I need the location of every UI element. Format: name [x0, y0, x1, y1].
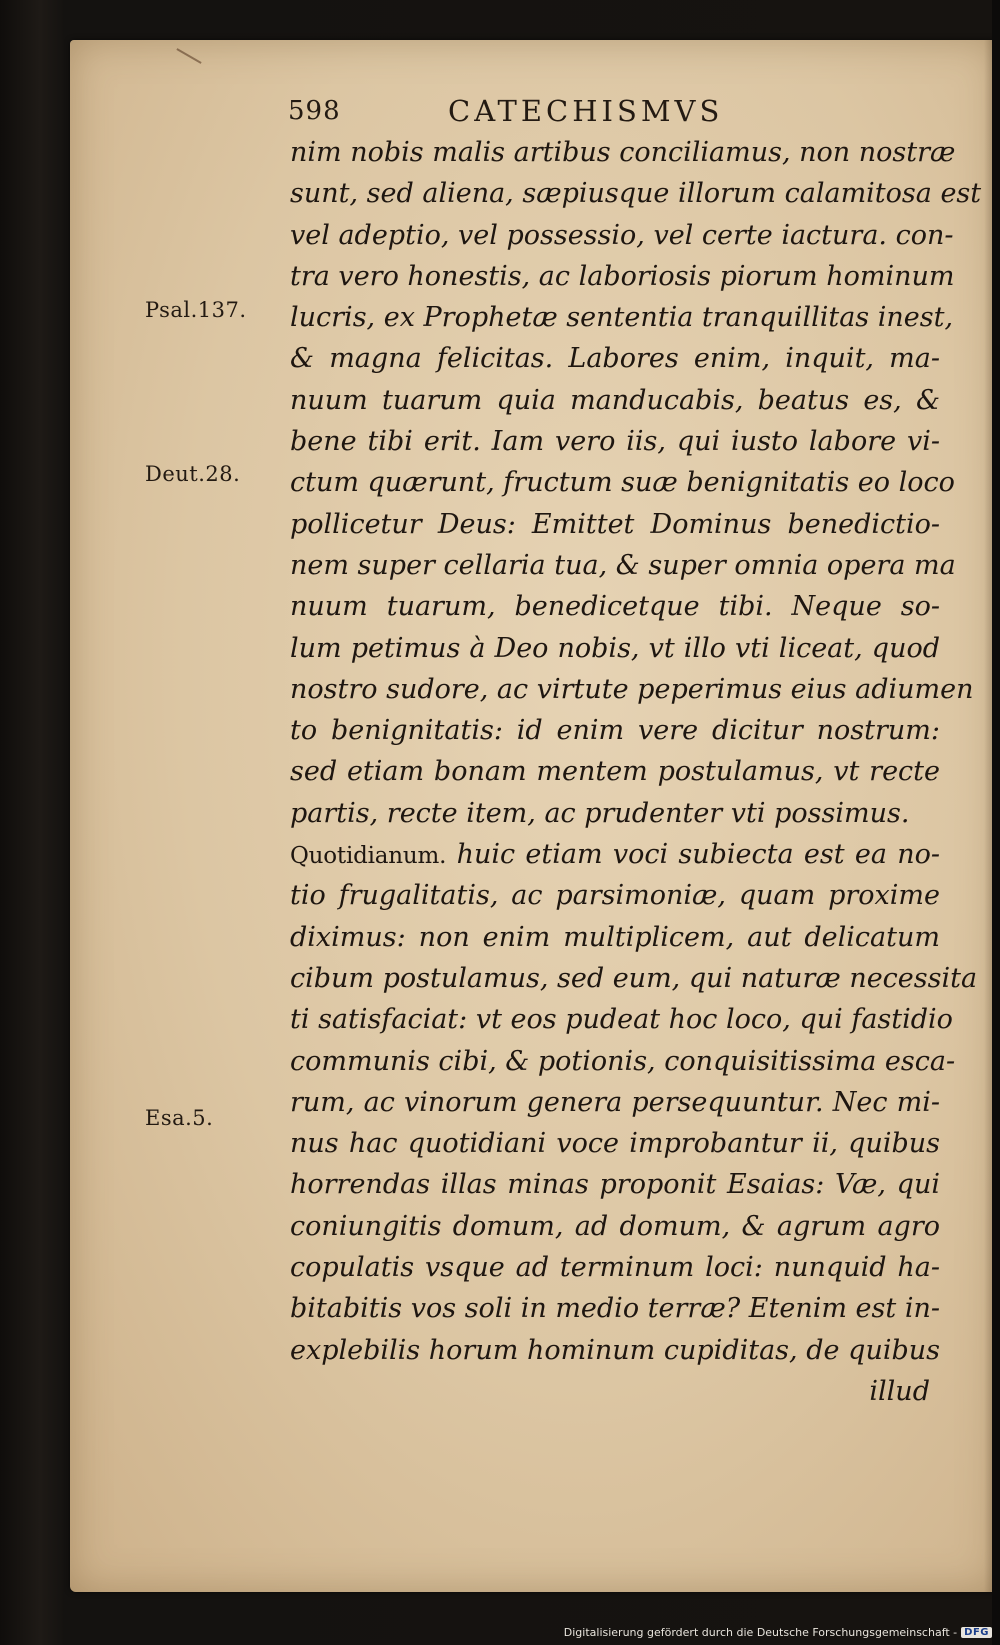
- text-line: copulatis vsque ad terminum loci: nunquid ha-: [290, 1252, 940, 1284]
- text-line: communis cibi, & potionis, conquisitissima esca-: [290, 1045, 956, 1077]
- page-header: [288, 94, 928, 134]
- text-line: nuum tuarum quia manducabis, beatus es, &: [290, 384, 940, 416]
- margin-note-isaiah: Esa.5.: [145, 1106, 214, 1130]
- margin-note-deuteronomy: Deut.28.: [145, 462, 241, 486]
- text-fragment: huic etiam voci subiecta est ea no-: [456, 839, 940, 871]
- text-line: sed etiam bonam mentem postulamus, vt recte: [290, 756, 940, 788]
- credit-text: Digitalisierung gefördert durch die Deutsche Forschungsgemeinschaft -: [563, 1626, 958, 1639]
- text-line: nus hac quotidiani voce improbantur ii, quibus: [290, 1128, 940, 1160]
- dfg-logo: DFG: [961, 1627, 992, 1638]
- text-line: ti satisfaciat: vt eos pudeat hoc loco, qui fastidio: [290, 1004, 953, 1036]
- text-line: to benignitatis: id enim vere dicitur nostrum:: [290, 715, 940, 747]
- text-line: nostro sudore, ac virtute peperimus eius adiumen: [290, 673, 974, 705]
- text-line: vel adeptio, vel possessio, vel certe iactura. con-: [290, 219, 954, 251]
- text-line: nem super cellaria tua, & super omnia opera ma: [290, 549, 956, 581]
- running-title: CATECHISMVS: [448, 94, 724, 128]
- text-line: partis, recte item, ac prudenter vti possimus.: [290, 797, 910, 829]
- scan-border: [992, 0, 1000, 1645]
- body-text: [290, 132, 982, 1412]
- page-number: 598: [288, 96, 341, 126]
- text-line: coniungitis domum, ad domum, & agrum agro: [290, 1210, 940, 1242]
- text-line: tio frugalitatis, ac parsimoniæ, quam proxime: [290, 880, 940, 912]
- text-line: explebilis horum hominum cupiditas, de quibus: [290, 1334, 940, 1366]
- text-line: pollicetur Deus: Emittet Dominus benedictio-: [290, 508, 940, 540]
- digitization-credit: [564, 1626, 992, 1639]
- text-line: bitabitis vos soli in medio terræ? Etenim est in-: [290, 1293, 940, 1325]
- text-line: diximus: non enim multiplicem, aut delicatum: [290, 921, 940, 953]
- text-line: lucris, ex Prophetæ sententia tranquillitas inest,: [290, 302, 954, 334]
- text-line: nuum tuarum, benedicetque tibi. Neque so-: [290, 591, 940, 623]
- text-line-quotidianum: [290, 834, 940, 875]
- text-line: cibum postulamus, sed eum, qui naturæ necessita: [290, 962, 978, 994]
- text-line: & magna felicitas. Labores enim, inquit, ma-: [290, 343, 940, 375]
- margin-note-psalm: Psal.137.: [145, 298, 247, 322]
- text-line: horrendas illas minas proponit Esaias: Væ, qui: [290, 1169, 940, 1201]
- text-line: bene tibi erit. Iam vero iis, qui iusto labore vi-: [290, 426, 940, 458]
- text-line: lum petimus à Deo nobis, vt illo vti liceat, quod: [290, 632, 940, 664]
- text-line: ctum quærunt, fructum suæ benignitatis eo loco: [290, 467, 955, 499]
- text-line: rum, ac vinorum genera persequuntur. Nec mi-: [290, 1086, 940, 1118]
- text-line: sunt, sed aliena, sæpiusque illorum calamitosa est: [290, 178, 982, 210]
- catchword: illud: [869, 1375, 930, 1407]
- text-line: nim nobis malis artibus conciliamus, non nostræ: [290, 137, 956, 168]
- section-keyword: Quotidianum.: [290, 843, 447, 870]
- text-line: tra vero honestis, ac laboriosis piorum hominum: [290, 260, 955, 292]
